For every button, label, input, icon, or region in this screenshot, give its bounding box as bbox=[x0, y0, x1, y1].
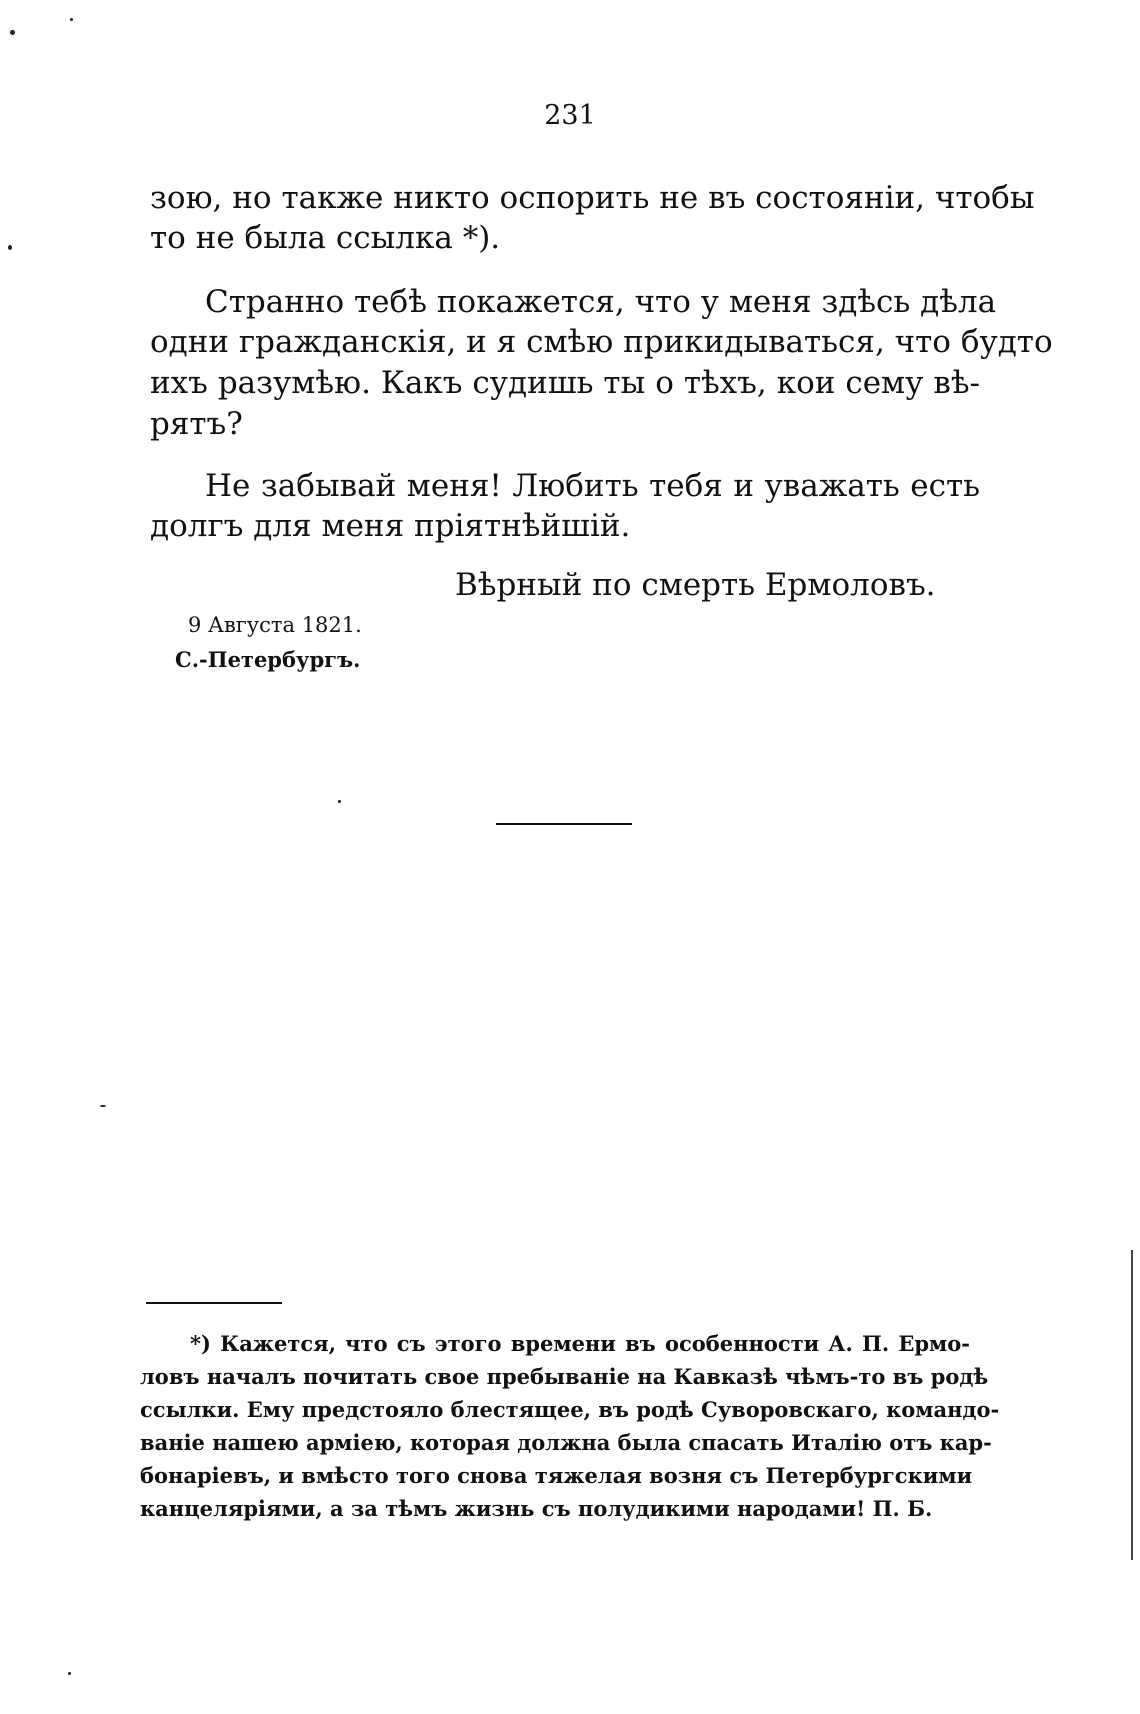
page-number: 231 bbox=[544, 100, 596, 131]
scan-speck bbox=[70, 18, 73, 21]
footnote-line: *) Кажется, что съ этого времени въ особенности А. П. Ермо- bbox=[190, 1331, 970, 1356]
signature: Вѣрный по смерть Ермоловъ. bbox=[455, 567, 936, 603]
scan-speck bbox=[68, 1672, 71, 1675]
scan-speck bbox=[8, 245, 12, 250]
scan-speck bbox=[10, 30, 15, 35]
footnote-line: бонарiевъ, и вмѣсто того снова тяжелая возня съ Петербургскими bbox=[140, 1463, 973, 1488]
section-divider bbox=[496, 823, 632, 825]
text-line: зою, но также никто оспорить не въ состоянiи, чтобы bbox=[150, 180, 1035, 216]
text-line: одни гражданскiя, и я смѣю прикидываться, что будто bbox=[150, 324, 1053, 360]
footnote-line: ссылки. Ему предстояло блестящее, въ родѣ Суворовскаго, командо- bbox=[140, 1397, 1000, 1422]
text-line: ихъ разумѣю. Какъ судишь ты о тѣхъ, кои сему вѣ- bbox=[150, 365, 980, 401]
scan-speck bbox=[100, 1105, 106, 1107]
footnote-divider bbox=[146, 1302, 282, 1304]
text-line: долгъ для меня прiятнѣйшiй. bbox=[150, 508, 631, 544]
scan-speck bbox=[338, 800, 341, 803]
page-edge-shadow bbox=[1131, 1250, 1133, 1560]
text-line: то не была ссылка *). bbox=[150, 220, 501, 256]
letter-place: С.-Петербургъ. bbox=[175, 647, 361, 672]
footnote-line: ловъ началъ почитать свое пребыванiе на Кавказѣ чѣмъ-то въ родѣ bbox=[140, 1364, 989, 1389]
text-line: рятъ? bbox=[150, 406, 243, 442]
text-line: Странно тебѣ покажется, что у меня здѣсь дѣла bbox=[205, 284, 997, 320]
footnote-line: канцелярiями, а за тѣмъ жизнь съ полудикими народами! П. Б. bbox=[140, 1496, 933, 1521]
text-line: Не забывай меня! Любить тебя и уважать есть bbox=[205, 468, 980, 504]
footnote-line: ванiе нашею армiею, которая должна была спасать Италiю отъ кар- bbox=[140, 1430, 992, 1455]
letter-date: 9 Августа 1821. bbox=[188, 613, 362, 637]
